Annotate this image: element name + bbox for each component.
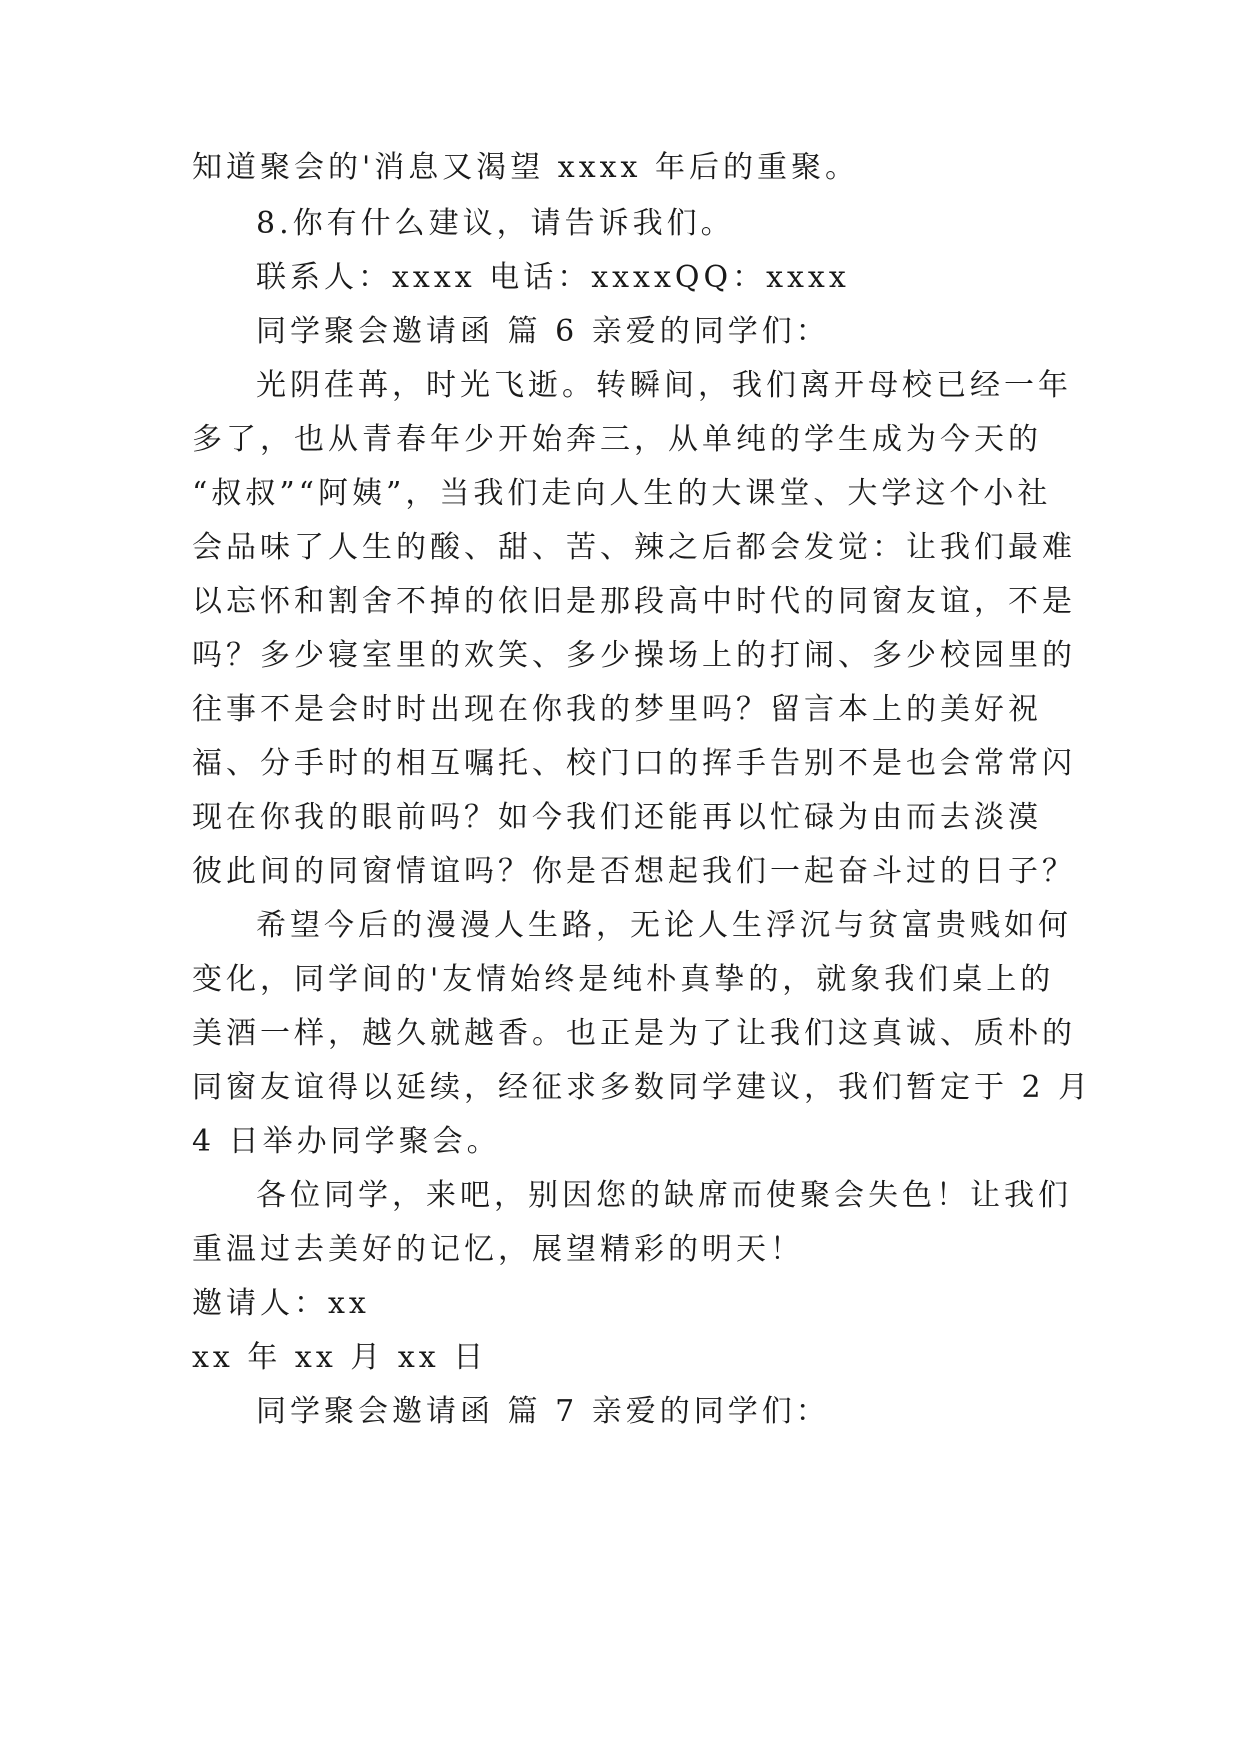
text-line: 以忘怀和割舍不掉的依旧是那段高中时代的同窗友谊，不是	[192, 584, 1076, 619]
text-line: 现在你我的眼前吗？如今我们还能再以忙碌为由而去淡漠	[192, 800, 1042, 835]
date-line: xx 年 xx 月 xx 日	[192, 1340, 488, 1375]
text-line: 往事不是会时时出现在你我的梦里吗？留言本上的美好祝	[192, 692, 1042, 727]
text-line: 同窗友谊得以延续，经征求多数同学建议，我们暂定于 2 月	[192, 1070, 1093, 1105]
text-line: 吗？多少寝室里的欢笑、多少操场上的打闹、多少校园里的	[192, 638, 1076, 673]
text-line: 各位同学，来吧，别因您的缺席而使聚会失色！让我们	[256, 1178, 1072, 1213]
inviter-line: 邀请人：xx	[192, 1286, 370, 1321]
section-heading: 同学聚会邀请函 篇 6 亲爱的同学们：	[256, 314, 830, 349]
text-line: 重温过去美好的记忆，展望精彩的明天！	[192, 1232, 804, 1267]
text-line: 联系人：xxxx 电话：xxxxQQ：xxxx	[256, 260, 850, 295]
text-line: 变化，同学间的'友情始终是纯朴真挚的，就象我们桌上的	[192, 962, 1055, 997]
text-line: “叔叔”“阿姨”，当我们走向人生的大课堂、大学这个小社	[192, 476, 1052, 511]
text-line: 4 日举办同学聚会。	[192, 1124, 501, 1159]
text-line: 8.你有什么建议，请告诉我们。	[256, 206, 735, 241]
text-line: 光阴荏苒，时光飞逝。转瞬间，我们离开母校已经一年	[256, 368, 1072, 403]
text-line: 多了，也从青春年少开始奔三，从单纯的学生成为今天的	[192, 422, 1042, 457]
text-line: 知道聚会的'消息又渴望 xxxx 年后的重聚。	[192, 150, 859, 185]
section-heading: 同学聚会邀请函 篇 7 亲爱的同学们：	[256, 1394, 830, 1429]
text-line: 会品味了人生的酸、甜、苦、辣之后都会发觉：让我们最难	[192, 530, 1076, 565]
text-line: 福、分手时的相互嘱托、校门口的挥手告别不是也会常常闪	[192, 746, 1076, 781]
text-line: 美酒一样，越久就越香。也正是为了让我们这真诚、质朴的	[192, 1016, 1076, 1051]
text-line: 彼此间的同窗情谊吗？你是否想起我们一起奋斗过的日子？	[192, 854, 1076, 889]
text-line: 希望今后的漫漫人生路，无论人生浮沉与贫富贵贱如何	[256, 908, 1072, 943]
